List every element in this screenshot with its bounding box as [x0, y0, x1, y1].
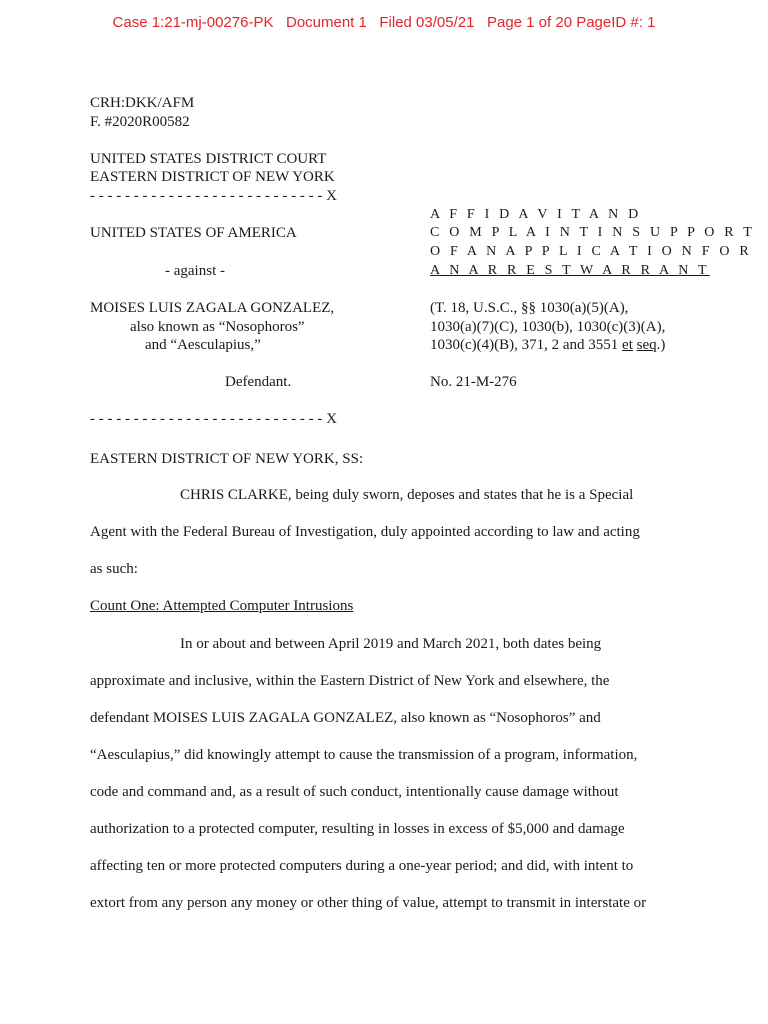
count-body-line: approximate and inclusive, within the Eastern District of New York and elsewhere, the: [90, 673, 610, 689]
count-body-line: defendant MOISES LUIS ZAGALA GONZALEZ, also known as “Nosophoros” and: [90, 710, 601, 726]
document-title-line4: A N A R R E S T W A R R A N T: [430, 263, 710, 278]
attorney-initials: CRH:DKK/AFM: [90, 95, 195, 111]
statute-citation-line3: [430, 336, 665, 354]
defendant-name: MOISES LUIS ZAGALA GONZALEZ,: [90, 300, 335, 316]
count-body-line: authorization to a protected computer, resulting in losses in excess of $5,000 and damage: [90, 821, 625, 837]
intro-line3: as such:: [90, 561, 138, 577]
intro-line2: Agent with the Federal Bureau of Investigation, duly appointed according to law and acting: [90, 524, 640, 540]
case-number-stamp: Case 1:21-mj-00276-PK: [112, 14, 274, 31]
et-italic-abbrev: et: [622, 337, 633, 353]
document-title-line2: C O M P L A I N T I N S U P P O R T: [430, 225, 756, 240]
statute-citation-line3-text: 1030(c)(4)(B), 371, 2 and 3551: [430, 337, 623, 353]
document-title-line1: A F F I D A V I T A N D: [430, 207, 642, 222]
case-header-stamp: [0, 14, 768, 31]
plaintiff-name: UNITED STATES OF AMERICA: [90, 225, 297, 241]
count-body-line: affecting ten or more protected computers during a one-year period; and did, with intent to: [90, 858, 634, 874]
filed-date-stamp: Filed 03/05/21: [379, 14, 475, 31]
court-name-line1: UNITED STATES DISTRICT COURT: [90, 151, 327, 167]
intro-line1: CHRIS CLARKE, being duly sworn, deposes and states that he is a Special: [180, 487, 634, 503]
venue-line: EASTERN DISTRICT OF NEW YORK, SS:: [90, 451, 364, 467]
count-body-line: extort from any person any money or other thing of value, attempt to transmit in interstate or: [90, 895, 647, 911]
count-body-line: In or about and between April 2019 and March 2021, both dates being: [180, 636, 602, 652]
defendant-aka-2: and “Aesculapius,”: [145, 337, 261, 353]
count-body-line: “Aesculapius,” did knowingly attempt to cause the transmission of a program, information,: [90, 747, 638, 763]
statute-citation-line2: 1030(a)(7)(C), 1030(b), 1030(c)(3)(A),: [430, 319, 666, 335]
count-body-line: code and command and, as a result of such conduct, intentionally cause damage without: [90, 784, 619, 800]
statute-citation-close: .): [656, 337, 666, 353]
caption-divider-top: - - - - - - - - - - - - - - - - - - - - - - - - - - - X: [90, 188, 337, 204]
count-one-heading: Count One: Attempted Computer Intrusions: [90, 598, 354, 614]
file-number: F. #2020R00582: [90, 114, 190, 130]
document-number-stamp: Document 1: [285, 14, 367, 31]
docket-number: No. 21-M-276: [430, 374, 517, 390]
seq-abbrev: seq: [636, 337, 657, 353]
against-label: - against -: [165, 263, 225, 279]
caption-divider-bottom: - - - - - - - - - - - - - - - - - - - - - - - - - - - X: [90, 411, 337, 427]
document-title-line3: O F A N A P P L I C A T I O N F O R: [430, 244, 752, 259]
statute-citation-line1: (T. 18, U.S.C., §§ 1030(a)(5)(A),: [430, 300, 629, 316]
defendant-label: Defendant.: [225, 374, 292, 390]
defendant-aka-1: also known as “Nosophoros”: [130, 319, 305, 335]
court-name-line2: EASTERN DISTRICT OF NEW YORK: [90, 169, 335, 185]
page-id-stamp: Page 1 of 20 PageID #: 1: [486, 14, 656, 31]
